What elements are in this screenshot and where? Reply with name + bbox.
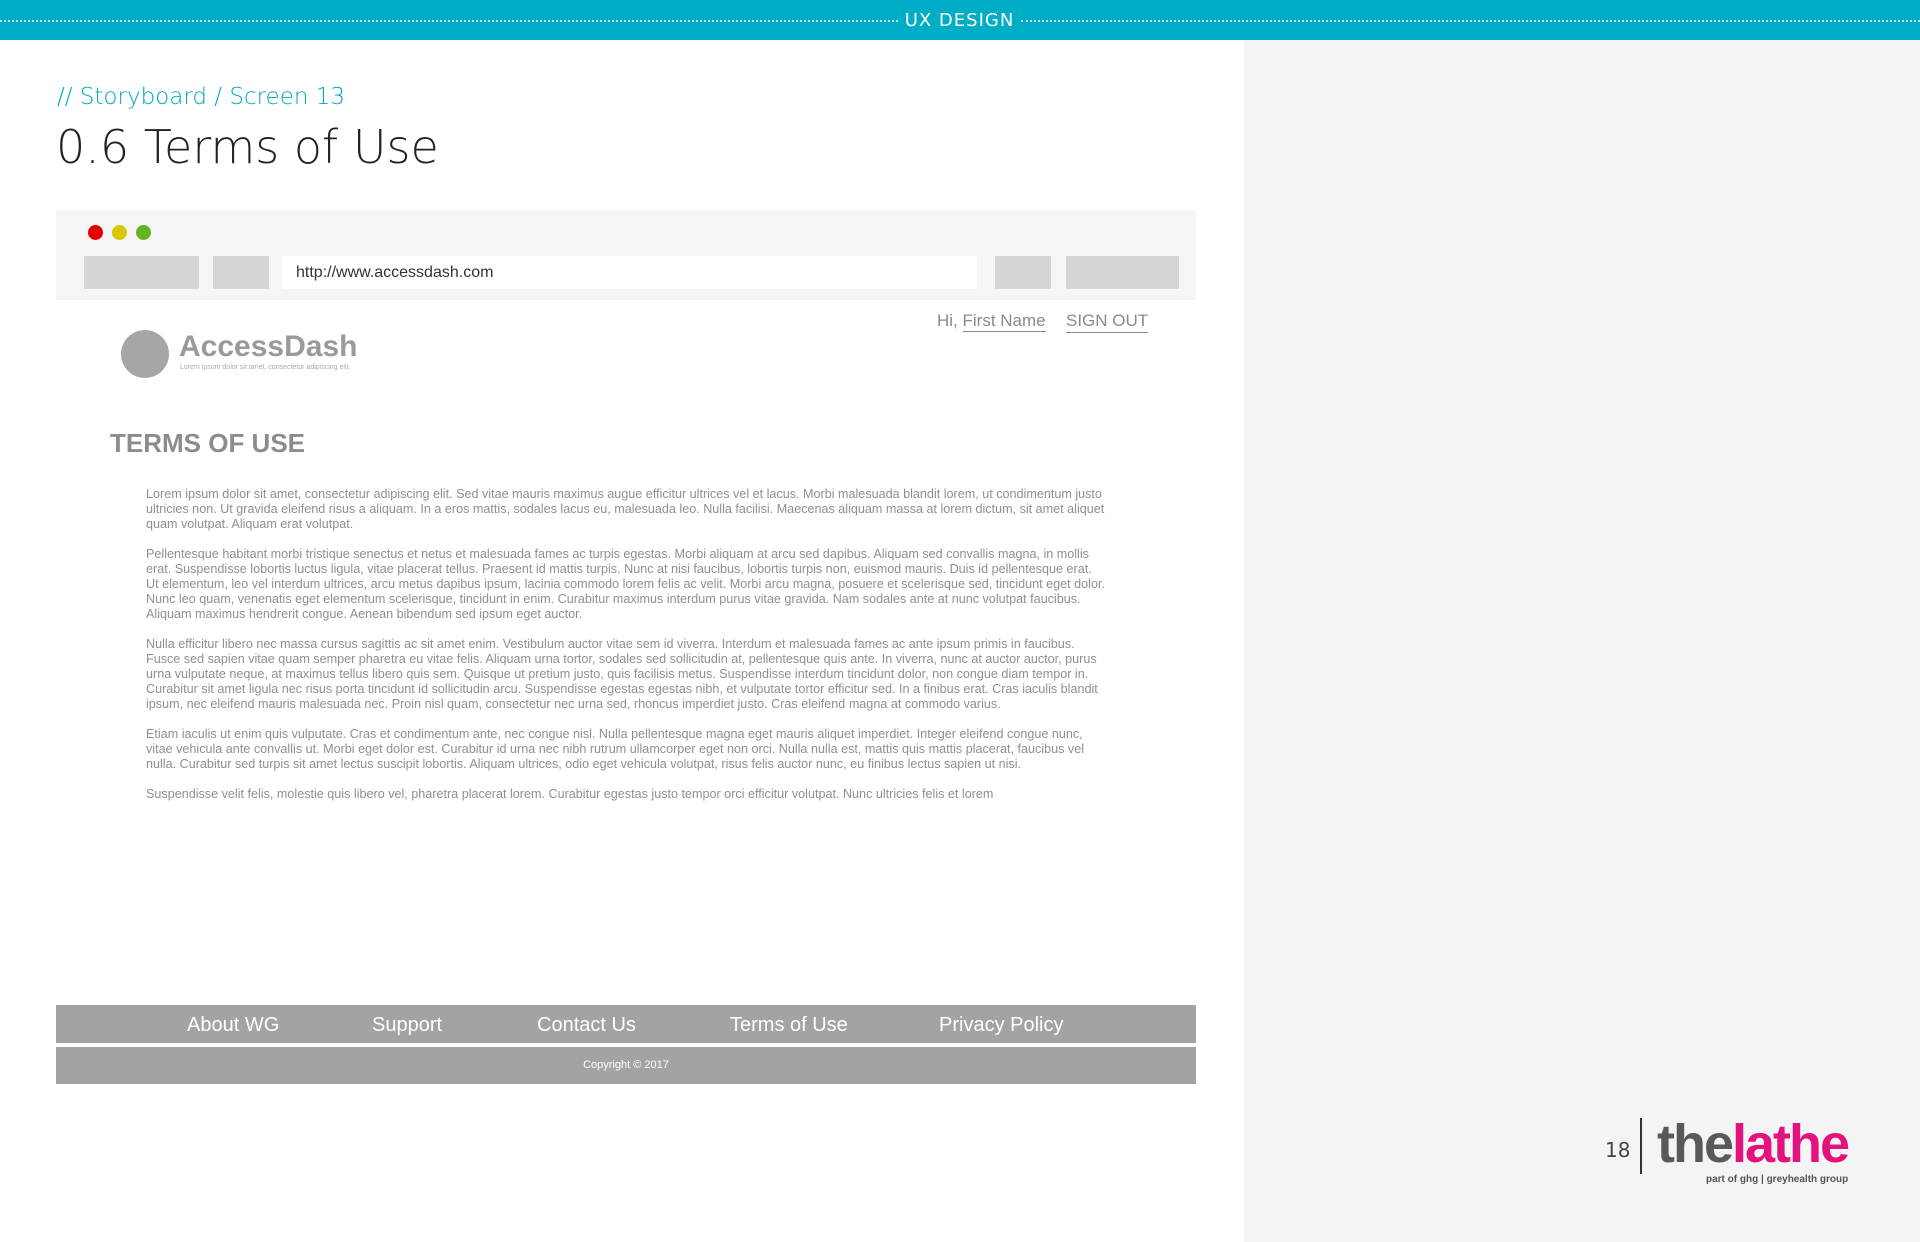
sign-out-link[interactable]: SIGN OUT xyxy=(1066,311,1148,333)
page-title: 0.6 Terms of Use xyxy=(56,120,439,174)
terms-paragraph: Suspendisse velit felis, molestie quis libero vel, pharetra placerat lorem. Curabitur egestas justo tempor orci efficitur volutpat. Nunc ultricies felis et lorem xyxy=(146,787,994,801)
browser-chrome xyxy=(56,210,1196,300)
greeting-prefix: Hi, xyxy=(937,311,963,330)
footer-link-terms[interactable]: Terms of Use xyxy=(730,1014,848,1036)
logo-tagline: Lorem ipsum dolor sit amet, consectetur adipiscing elit. xyxy=(180,364,351,371)
breadcrumb: // Storyboard / Screen 13 xyxy=(57,84,346,110)
page-number: 18 xyxy=(1605,1138,1631,1162)
section-title: TERMS OF USE xyxy=(110,428,306,458)
banner-dotted-line-right xyxy=(1021,20,1920,22)
user-greeting xyxy=(937,311,1046,331)
footer-link-privacy[interactable]: Privacy Policy xyxy=(939,1014,1064,1036)
footer-link-support[interactable]: Support xyxy=(372,1014,443,1036)
copyright: Copyright © 2017 xyxy=(56,1047,1196,1084)
address-bar[interactable]: http://www.accessdash.com xyxy=(282,256,977,289)
bookmark-button-placeholder[interactable] xyxy=(995,256,1051,289)
side-panel xyxy=(1244,40,1920,1242)
logo-name[interactable]: AccessDash xyxy=(179,330,358,363)
brand-tagline: part of ghg | greyhealth group xyxy=(1706,1174,1849,1185)
footer-link-about[interactable]: About WG xyxy=(187,1014,280,1036)
back-button-placeholder[interactable] xyxy=(84,256,199,289)
terms-paragraph: Nulla efficitur libero nec massa cursus sagittis ac sit amet enim. Vestibulum auctor vitae sem id viverra. Interdum et malesuada fames ac ante ipsum primis in faucibus. Fusce sed sapien vitae quam semper pharetra eu vitae felis. Aliquam urna tortor, sodales sed sollicitudin at, pellentesque quis ante. In viverra, nunc at auctor auctor, purus urna vulputate neque, at maximus tellus libero quis sem. Quisque ut pretium justo, quis facilisis metus. Suspendisse interdum tincidunt dolor, non congue diam tempor in. Curabitur sit amet ligula nec risus porta tincidunt id sollicitudin arcu. Suspendisse egestas egestas nibh, et vulputate tortor efficitur sed. In a finibus erat. Cras iaculis blandit ipsum, nec eleifend mauris malesuada nec. Proin nisl quam, consectetur nec urna sed, rhoncus imperdiet justo. Cras eleifend magna at commodo varius. xyxy=(146,637,1098,711)
terms-paragraph: Lorem ipsum dolor sit amet, consectetur adipiscing elit. Sed vitae mauris maximus augue efficitur ultrices vel et lacus. Morbi malesuada blandit lorem, ut condimentum justo ultricies non. Ut gravida eleifend risus a aliquam. In a eros mattis, sodales lacus eu, malesuada leo. Nulla facilisi. Maecenas aliquam massa at lorem dictum, sit amet aliquet quam volutpat. Aliquam erat volutpat. xyxy=(146,487,1105,531)
footer-nav xyxy=(56,1005,1196,1043)
brand-name-part2: lathe xyxy=(1732,1114,1849,1174)
banner-label: UX DESIGN xyxy=(904,10,1015,31)
brand-logo xyxy=(1657,1113,1848,1175)
close-window-dot[interactable] xyxy=(88,225,103,240)
banner-dotted-line-left xyxy=(0,20,898,22)
brand-name-part1: the xyxy=(1657,1114,1732,1174)
terms-content xyxy=(146,487,1106,817)
terms-paragraph: Pellentesque habitant morbi tristique senectus et netus et malesuada fames ac turpis egestas. Morbi aliquam at arcu sed dapibus. Aliquam sed convallis magna, in mollis erat. Suspendisse lobortis luctus ligula, vitae placerat tellus. Praesent id mattis turpis. Nunc at nisi faucibus, lobortis turpis non, euismod mauris. Duis id pellentesque erat. Ut elementum, leo vel interdum ultrices, arcu metus dapibus ipsum, lacinia commodo lorem felis ac velit. Morbi arcu magna, posuere et scelerisque sed, tincidunt eget dolor. Nunc leo quam, venenatis eget elementum scelerisque, tincidunt in enim. Curabitur maximus interdum purus vitae gravida. Nam sodales ante at nunc volutpat faucibus. Aliquam maximus hendrerit congue. Aenean bibendum sed ipsum eget auctor. xyxy=(146,547,1105,621)
top-banner xyxy=(0,0,1920,40)
logo-icon[interactable] xyxy=(121,330,169,378)
terms-paragraph: Etiam iaculis ut enim quis vulputate. Cras et condimentum ante, nec congue nisl. Nulla pellentesque magna eget mauris aliquet imperdiet. Integer eleifend congue nunc, vitae vehicula ante convallis ut. Morbi eget dolor est. Curabitur id urna nec nibh rutrum ullamcorper eget non orci. Nulla nulla est, mattis quis mattis placerat, faucibus vel nulla. Curabitur sed turpis sit amet lectus suscipit lobortis. Aliquam ultrices, odio eget vehicula volutpat, risus felis auctor nunc, eu finibus lectus sapien ut nisi. xyxy=(146,727,1084,771)
footer-link-contact[interactable]: Contact Us xyxy=(537,1014,636,1036)
maximize-window-dot[interactable] xyxy=(136,225,151,240)
refresh-button-placeholder[interactable] xyxy=(213,256,269,289)
brand-divider xyxy=(1640,1118,1642,1174)
minimize-window-dot[interactable] xyxy=(112,225,127,240)
menu-button-placeholder[interactable] xyxy=(1066,256,1179,289)
user-name-link[interactable]: First Name xyxy=(962,311,1046,330)
